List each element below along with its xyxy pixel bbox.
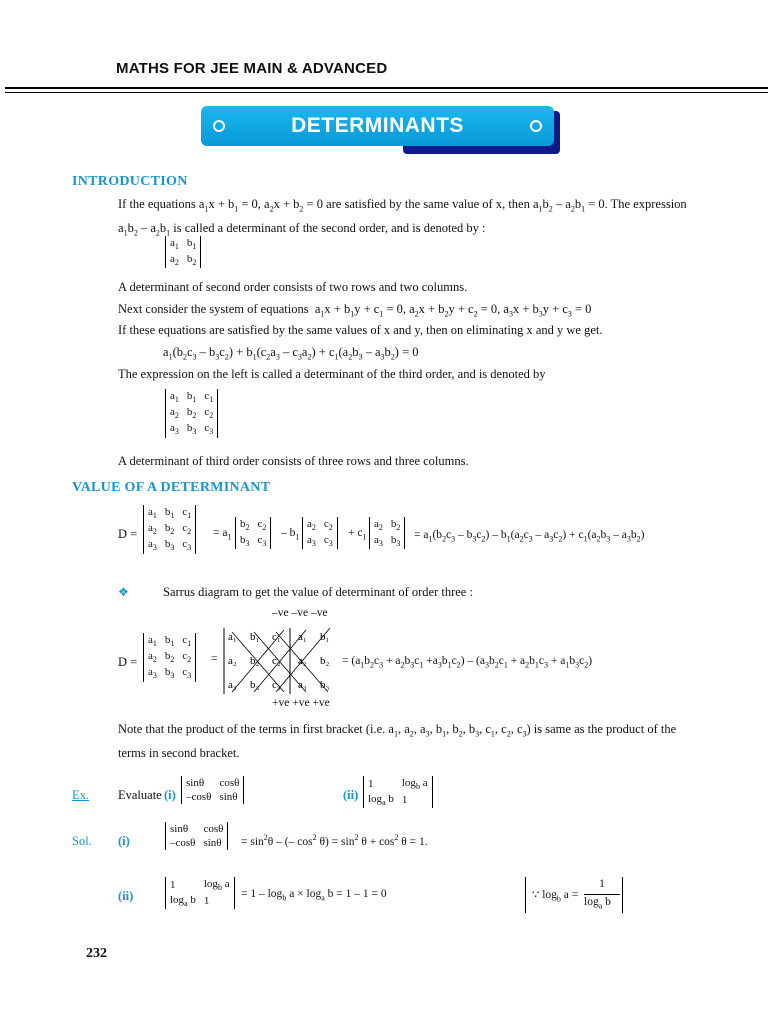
svg-text:b₃: b₃ [320,679,330,691]
sarrus-negative-label: –ve –ve –ve [272,607,328,619]
sarrus-result: = $(a_1b_2c_3 + a_2b_3c_1 +a_3b_1c_2) - (a_3b_2c_1 + a_2b_1c_3 + a_1b_3c_2)$ [342,655,593,670]
evaluate-text: Evaluate [118,788,162,802]
minor-c1: $a_2$ $b_2$ $a_3$ $b_3$ [369,517,405,549]
solution-det-i: sinθ cosθ –cosθ sinθ [165,822,228,850]
d-equals-label: D = [118,527,138,541]
svg-text:b₁: b₁ [250,631,260,643]
equals-sign: = [211,653,218,665]
example-det-ii: 1 $\log_b a$ $\log_a b$ 1 [363,776,433,808]
section-heading-value: VALUE OF A DETERMINANT [72,480,271,495]
svg-text:c₂: c₂ [272,655,281,667]
determinant-d: $a_1$ $b_1$ $c_1$ $a_2$ $b_2$ $c_2$ $a_3$ $b_3$ $c_3$ [143,505,196,554]
since-note-numerator: 1 [599,878,605,890]
determinant-d-sarrus: $a_1$ $b_1$ $c_1$ $a_2$ $b_2$ $c_2$ $a_3$ $b_3$ $c_3$ [143,633,196,682]
d-equals-label-2: D = [118,655,138,669]
elimination-text: If these equations are satisfied by the same values of x and y, then on eliminating x and y we get. [118,323,603,337]
example-det-i: sinθ cosθ –cosθ sinθ [181,776,244,804]
svg-text:a₃: a₃ [228,679,237,691]
product-note: Note that the product of the terms in first bracket (i.e. $a_1$, $a_2$, $a_3$, $b_1$, $b_2$, $b_3$, $c_1$, $c_2$, $c_3$) is same as the product of the terms in second bracket. [118,722,677,760]
chapter-banner [201,106,554,146]
chapter-title: DETERMINANTS [291,114,464,137]
banner-dot-icon [213,120,225,132]
solution-i-working: = $\sin^2\theta$ – (– $\cos^2 \theta) = \sin^2 \theta + \cos^2 \theta = 1$. [241,833,428,848]
solution-ii-result: = 1 – 1 = 0 [336,888,387,900]
sarrus-positive-label: +ve +ve +ve [272,697,330,709]
expansion-b1: – $b_1$ [281,527,300,542]
header-rule-thin [5,92,768,93]
minor-a1: $b_2$ $c_2$ $b_3$ $c_3$ [235,517,271,549]
solution-ii-working: = $1 - \log_b a \times \log_a b = 1 - 1 = 0$ [241,888,387,903]
sarrus-diagram [220,620,345,702]
svg-text:a₁: a₁ [228,631,237,643]
svg-text:a₂: a₂ [298,655,307,667]
svg-text:b₃: b₃ [250,679,260,691]
solution-i-result: = 1. [409,835,428,848]
svg-text:a₂: a₂ [228,655,237,667]
determinant-2x2: $a_1$ $b_1$ $a_2$ $b_2$ [165,236,201,268]
svg-text:c₁: c₁ [272,631,281,643]
third-order-definition: A determinant of third order consists of three rows and three columns. [118,454,469,468]
expansion-result: = $a_1(b_2c_3 - b_3c_2) - b_1(a_2c_3 - a_3c_2) + c_1(a_2b_3 - a_3b_2)$ [414,529,645,544]
svg-text:b₁: b₁ [320,631,330,643]
running-header: MATHS FOR JEE MAIN & ADVANCED [116,60,388,77]
solution-label: Sol. [72,834,92,848]
section-heading-introduction: INTRODUCTION [72,174,188,189]
example-label: Ex. [72,788,90,802]
since-note-bracket [525,877,623,913]
fraction-bar [584,894,620,895]
header-rule [5,87,768,89]
since-note-lhs: ∵ $\log_b a$ = [532,889,579,904]
page-number: 232 [86,946,107,961]
second-order-definition: A determinant of second order consists of two rows and two columns. [118,280,468,294]
svg-text:c₃: c₃ [272,679,281,691]
expansion-a1: = $a_1$ [213,527,232,542]
bullet-icon: ❖ [118,585,129,599]
intro-paragraph: If the equations $a_1x + b_1 = 0$, $a_2x + b_2 = 0$ are satisfied by the same value of x, then $a_1b_2 - a_2b_1 = 0$. The expression $a_1b_2 - a_2b_1$ is called a determinant of the second order, and is denoted by : [118,197,687,237]
elimination-result: $a_1(b_2c_3 - b_3c_2) + b_1(c_2a_3 - c_3a_2) + c_1(a_2b_3 - a_3b_2) = 0$ [163,345,419,362]
part-i-label: (i) [164,788,176,802]
svg-text:b₂: b₂ [320,655,330,667]
sarrus-caption: Sarrus diagram to get the value of determinant of order three : [163,585,473,599]
system-of-equations: Next consider the system of equations $a_1x + b_1y + c_1 = 0$, $a_2x + b_2y + c_2 = 0$, $a_3x + b_3y + c_3 = 0$ [118,302,592,319]
sol-part-i-label: (i) [118,834,130,848]
solution-det-ii: 1 $\log_b a$ $\log_a b$ 1 [165,877,235,909]
sol-part-ii-label: (ii) [118,889,134,903]
svg-text:a₁: a₁ [298,631,307,643]
minor-b1: $a_2$ $c_2$ $a_3$ $c_3$ [302,517,338,549]
since-note-denominator: $\log_a b$ [584,896,611,911]
svg-text:a₃: a₃ [298,679,307,691]
part-ii-label: (ii) [343,788,359,802]
expansion-c1: + $c_1$ [348,527,367,542]
third-order-intro: The expression on the left is called a determinant of the third order, and is denoted by [118,367,546,381]
svg-text:b₂: b₂ [250,655,260,667]
determinant-3x3: $a_1$ $b_1$ $c_1$ $a_2$ $b_2$ $c_2$ $a_3$ $b_3$ $c_3$ [165,389,218,438]
banner-dot-icon [530,120,542,132]
